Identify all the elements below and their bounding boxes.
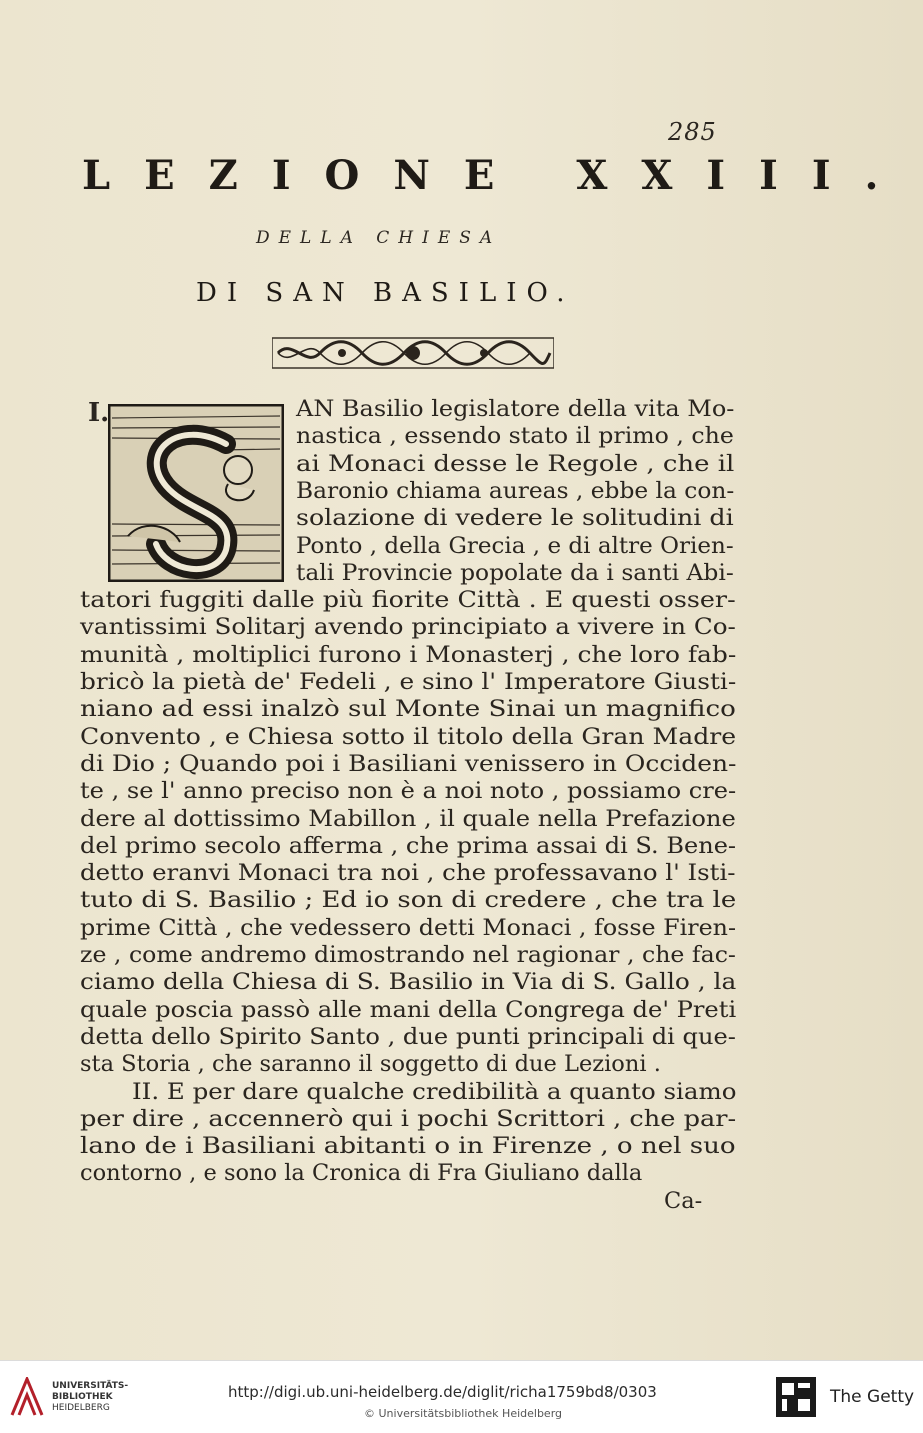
getty-logo-icon[interactable]: [776, 1377, 816, 1417]
text-line: munità , moltiplici furono i Monasterj , che loro fab-: [80, 641, 737, 668]
library-name-line2: BIBLIOTHEK: [52, 1392, 113, 1402]
woodcut-initial-s-icon: [108, 404, 284, 582]
viewer-footer: [0, 1360, 923, 1433]
page-number: 285: [668, 118, 717, 146]
text-line: Ca-: [664, 1187, 703, 1214]
text-line: detta dello Spirito Santo , due punti principali di que-: [80, 1023, 736, 1050]
lecture-subtitle: DELLA CHIESA: [256, 228, 502, 248]
text-line: tali Provincie popolate da i santi Abi-: [296, 559, 734, 586]
text-line: Ponto , della Grecia , e di altre Orien-: [296, 532, 734, 559]
text-line: di Dio ; Quando poi i Basiliani venissero in Occiden-: [80, 750, 737, 777]
text-line: vantissimi Solitarj avendo principiato a vivere in Co-: [80, 614, 736, 641]
text-line: solazione di vedere le solitudini di: [296, 505, 734, 532]
copyright-notice: © Universitätsbibliothek Heidelberg: [364, 1407, 563, 1420]
university-library-name[interactable]: [52, 1381, 128, 1414]
text-line: del primo secolo afferma , che prima assai di S. Bene-: [80, 832, 737, 859]
text-line: Convento , e Chiesa sotto il titolo della Gran Madre: [80, 723, 737, 750]
text-line: II. E per dare qualche credibilità a quanto siamo: [132, 1078, 737, 1105]
text-line: tuto di S. Basilio ; Ed io son di credere , che tra le: [80, 887, 737, 914]
lecture-subtitle-2: DI SAN BASILIO.: [196, 278, 575, 308]
text-line: bricò la pietà de' Fedeli , e sino l' Imperatore Giusti-: [80, 669, 737, 695]
text-line: sta Storia , che saranno il soggetto di due Lezioni .: [80, 1051, 661, 1078]
text-line: prime Città , che vedessero detti Monaci , fosse Firen-: [80, 914, 737, 941]
text-line: niano ad essi inalzò sul Monte Sinai un magnifico: [80, 696, 736, 723]
text-line: dere al dottissimo Mabillon , il quale nella Prefazione: [80, 805, 736, 832]
library-name-line1: UNIVERSITÄTS-: [52, 1381, 129, 1391]
text-line: quale poscia passò alle mani della Congrega de' Preti: [80, 996, 737, 1023]
text-line: ai Monaci desse le Regole , che il: [296, 450, 735, 477]
ornament-icon: [272, 336, 554, 370]
text-line: ze , come andremo dimostrando nel ragionar , che fac-: [80, 942, 736, 968]
text-line: tatori fuggiti dalle più fiorite Città . E questi osser-: [80, 587, 736, 614]
text-line: per dire , accennerò qui i pochi Scrittori , che par-: [80, 1105, 737, 1132]
text-line: lano de i Basiliani abitanti o in Firenze , o nel suo: [80, 1133, 736, 1160]
text-line: nastica , essendo stato il primo , che: [296, 423, 734, 450]
text-line: AN Basilio legislatore della vita Mo-: [296, 396, 735, 422]
university-library-logo-icon[interactable]: [10, 1377, 44, 1417]
text-line: ciamo della Chiesa di S. Basilio in Via di S. Gallo , la: [80, 969, 737, 996]
text-line: Baronio chiama aureas , ebbe la con-: [296, 477, 735, 504]
text-line: detto eranvi Monaci tra noi , che professavano l' Isti-: [80, 860, 736, 887]
partner-name[interactable]: The Getty: [830, 1387, 915, 1407]
text-line: te , se l' anno preciso non è a noi noto , possiamo cre-: [80, 778, 737, 805]
permalink-url[interactable]: http://digi.ub.uni-heidelberg.de/diglit/richa1759bd8/0303: [228, 1383, 657, 1401]
library-name-line3: HEIDELBERG: [52, 1403, 110, 1413]
text-line: contorno , e sono la Cronica di Fra Giuliano dalla: [80, 1160, 643, 1187]
lecture-title: LEZIONE XXIII.: [82, 152, 913, 199]
section-mark: I.: [88, 398, 110, 428]
